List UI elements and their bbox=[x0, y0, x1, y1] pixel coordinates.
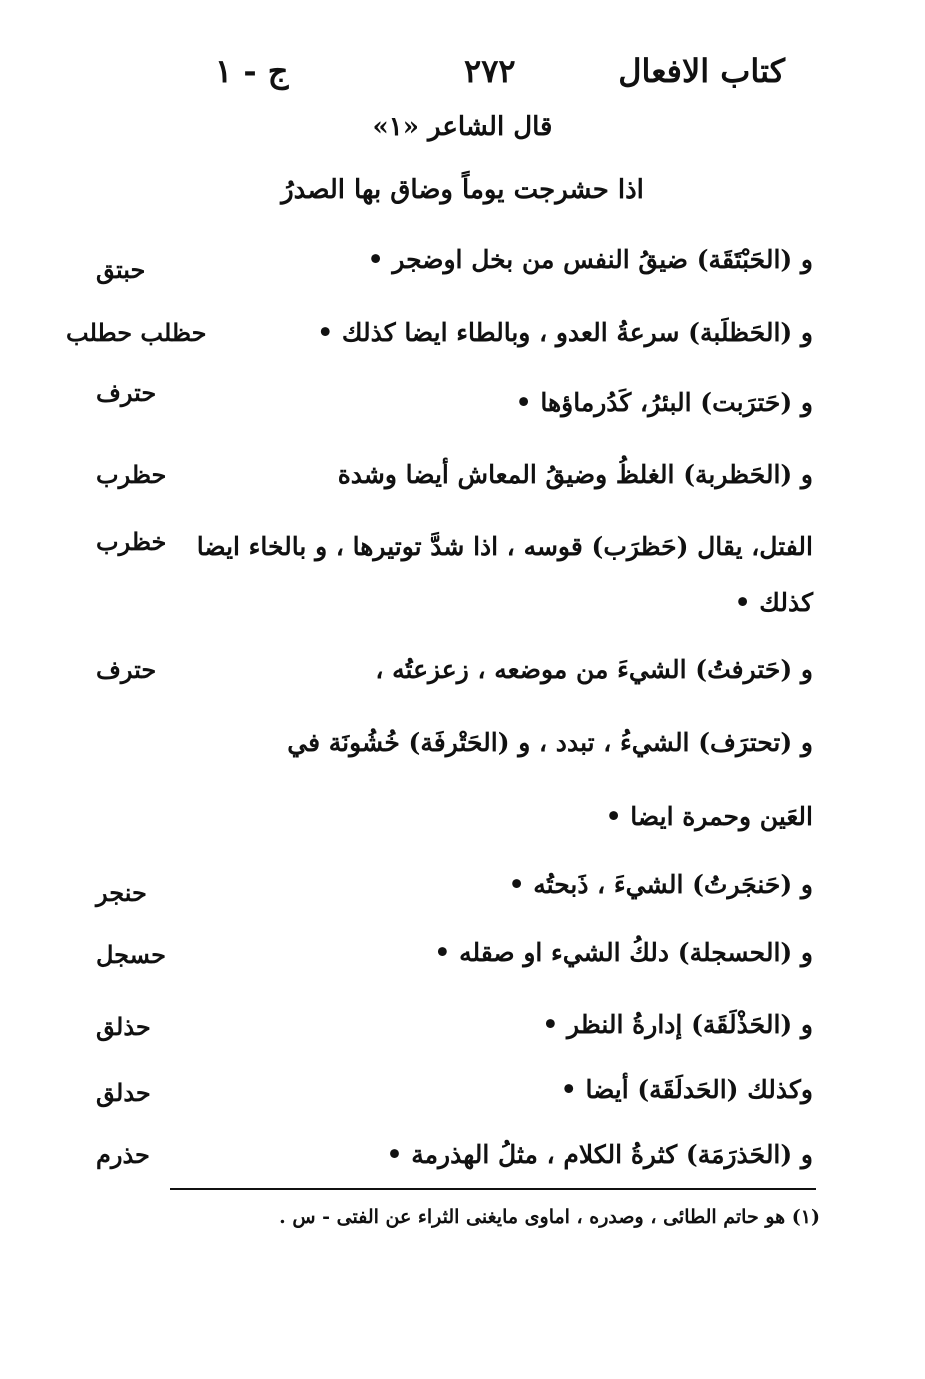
entry-line: العَين وحمرة ايضا • bbox=[605, 802, 813, 831]
entry-line: و (الحَذْلَقَة) إدارةُ النظر • bbox=[542, 1010, 813, 1039]
entry-line: و (تحترَف) الشيءُ ، تبدد ، و (الحَتْرفَة) خُشُونَة في bbox=[287, 728, 813, 757]
root-word: حذرم bbox=[96, 1140, 150, 1169]
root-word: حظرب bbox=[96, 460, 167, 489]
entry-line: وكذلك (الحَدلَقَة) أيضا • bbox=[560, 1075, 813, 1104]
entry-line: و (الحَبْتَقَة) ضيقُ النفس من بخل اوضجر • bbox=[367, 245, 813, 274]
entry-line: و (الحسجلة) دلكُ الشيء او صقله • bbox=[434, 938, 813, 967]
page-number: ٢٧٢ bbox=[464, 52, 516, 90]
root-word: حدلق bbox=[96, 1078, 151, 1107]
book-title: كتاب الافعال bbox=[618, 52, 785, 90]
root-word: خظرب bbox=[96, 527, 167, 556]
footnote: (١) هو حاتم الطائى ، وصدره ، اماوى مايغنى الثراء عن الفتى - س . bbox=[279, 1206, 820, 1228]
entry-line: و (الحَظربة) الغلظُ وضيقُ المعاش أيضا وشدة bbox=[337, 460, 813, 489]
entry-line: و (حَترفتُ) الشيءَ من موضعه ، زعزعتُه ، bbox=[375, 655, 813, 684]
root-word: حذلق bbox=[96, 1012, 151, 1041]
verse-line: اذا حشرجت يوماً وضاق بها الصدرُ bbox=[281, 175, 644, 205]
entry-line: و (حَنجَرتُ) الشيءَ ، ذَبحتُه • bbox=[508, 870, 813, 899]
entry-line: و (حَترَبت) البئرُ، كَدُرماؤها • bbox=[515, 388, 813, 417]
footnote-divider bbox=[170, 1188, 816, 1190]
root-word: حبتق bbox=[96, 255, 146, 284]
poet-line: قال الشاعر «١» bbox=[372, 112, 553, 142]
root-word: حظلب حطلب bbox=[66, 318, 207, 347]
entry-line: و (الحَذرَمَة) كثرةُ الكلام ، مثلُ الهذرمة • bbox=[386, 1140, 813, 1169]
root-word: حسجل bbox=[96, 940, 166, 969]
entry-line: و (الحَظلَبة) سرعةُ العدو ، وبالطاء ايضا كذلك • bbox=[317, 318, 813, 347]
entry-line: كذلك • bbox=[734, 588, 813, 617]
root-word: حترف bbox=[96, 378, 157, 407]
root-word: حنجر bbox=[96, 878, 147, 907]
volume-label: ج - ١ bbox=[215, 52, 289, 90]
entry-line: الفتل، يقال (حَظرَب) قوسه ، اذا شدَّ توتيرها ، و بالخاء ايضا bbox=[196, 532, 813, 561]
root-word: حترف bbox=[96, 655, 157, 684]
